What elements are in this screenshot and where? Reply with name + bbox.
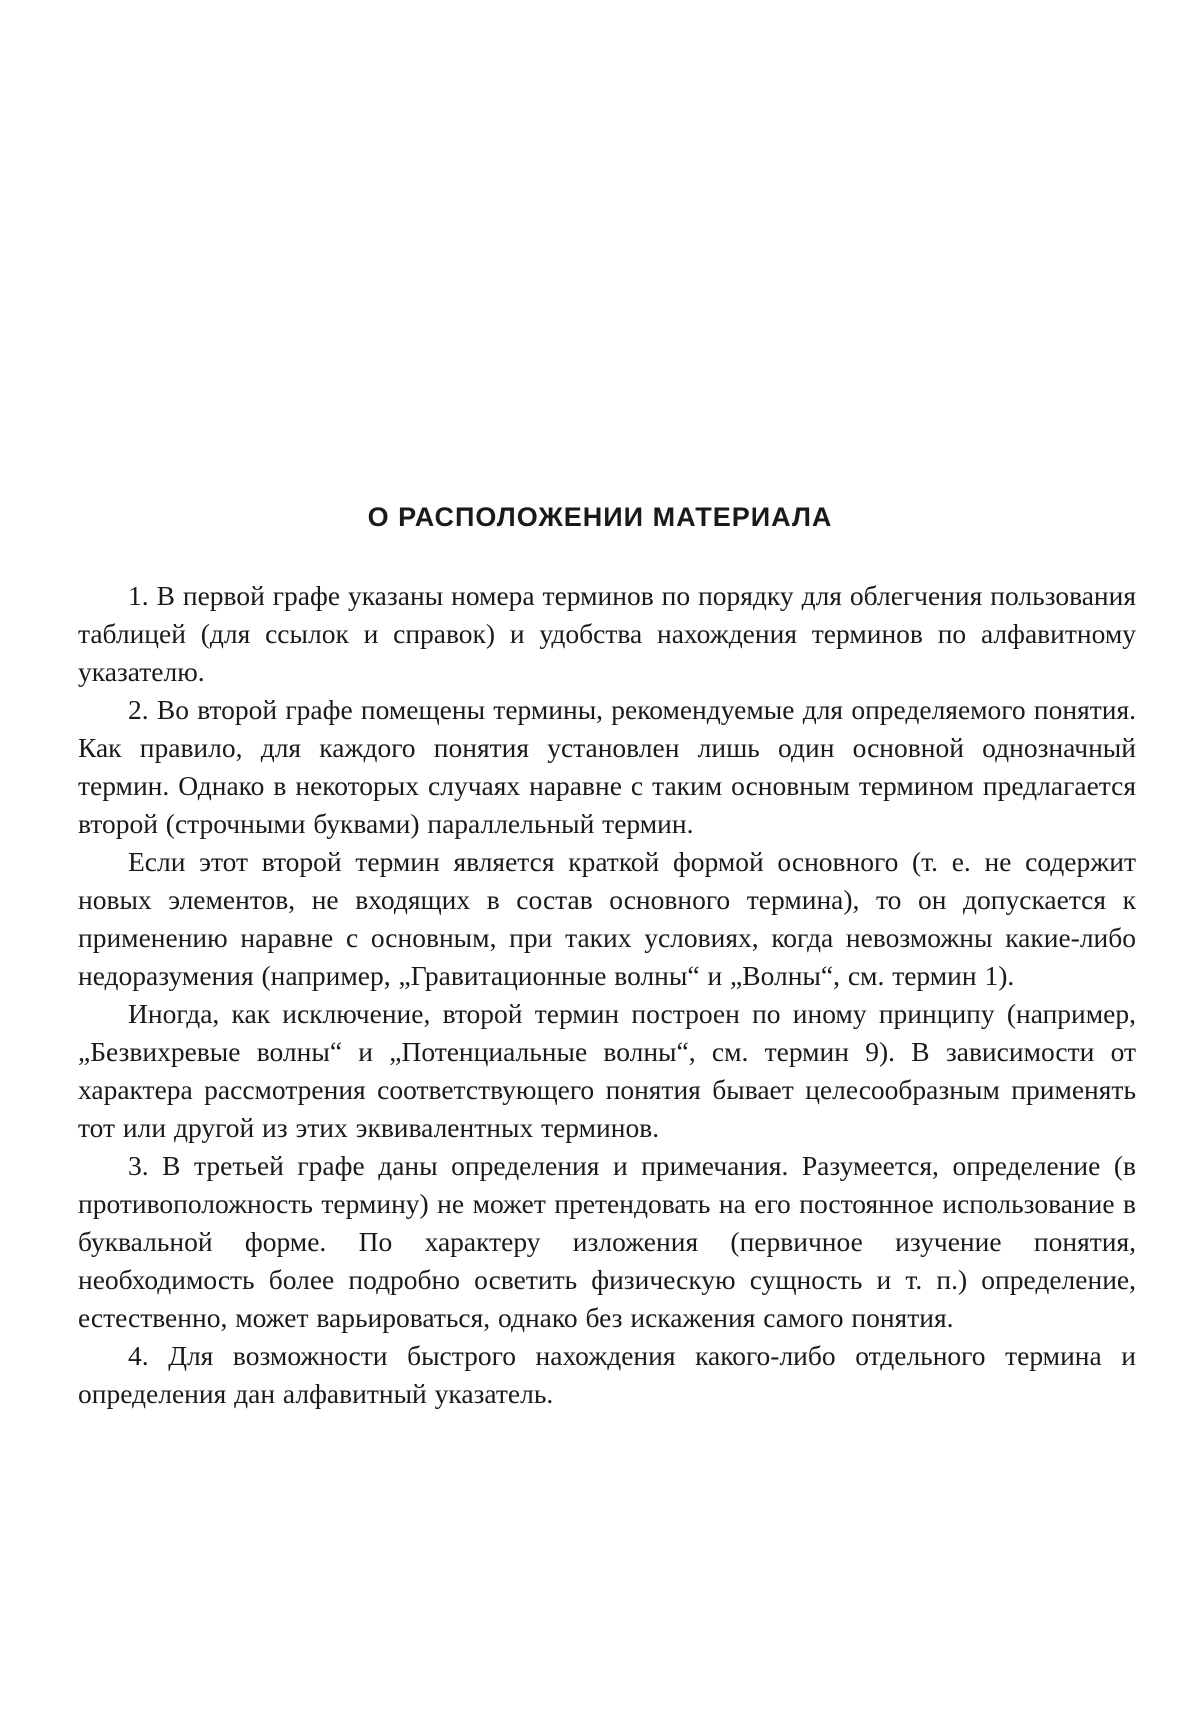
page-title: О РАСПОЛОЖЕНИИ МАТЕРИАЛА	[0, 502, 1200, 533]
paragraph-1: 1. В первой графе указаны номера терминов по порядку для облегчения пользования таблицей (для ссылок и справок) и удобства нахождения терминов по алфавитному указателю.	[78, 577, 1136, 691]
paragraph-3: Если этот второй термин является краткой формой основного (т. е. не содержит новых элементов, не входящих в состав основного термина), то он допускается к применению наравне с основным, при таких условиях, когда невозможны какие-либо недоразумения (например, „Гравитационные волны“ и „Волны“, см. термин 1).	[78, 843, 1136, 995]
paragraph-4: Иногда, как исключение, второй термин построен по иному принципу (например, „Безвихревые волны“ и „Потенциальные волны“, см. термин 9). В зависимости от характера рассмотрения соответствующего понятия бывает целесообразным применять тот или другой из этих эквивалентных терминов.	[78, 995, 1136, 1147]
paragraph-2: 2. Во второй графе помещены термины, рекомендуемые для определяемого понятия. Как правило, для каждого понятия установлен лишь один основной однозначный термин. Однако в некоторых случаях наравне с таким основным термином предлагается второй (строчными буквами) параллельный термин.	[78, 691, 1136, 843]
paragraph-6: 4. Для возможности быстрого нахождения какого-либо отдельного термина и определения дан алфавитный указатель.	[78, 1337, 1136, 1413]
document-page	[0, 0, 1200, 1729]
paragraph-5: 3. В третьей графе даны определения и примечания. Разумеется, определение (в противоположность термину) не может претендовать на его постоянное использование в буквальной форме. По характеру изложения (первичное изучение понятия, необходимость более подробно осветить физическую сущность и т. п.) определение, естественно, может варьироваться, однако без искажения самого понятия.	[78, 1147, 1136, 1337]
body-text	[78, 577, 1136, 1413]
